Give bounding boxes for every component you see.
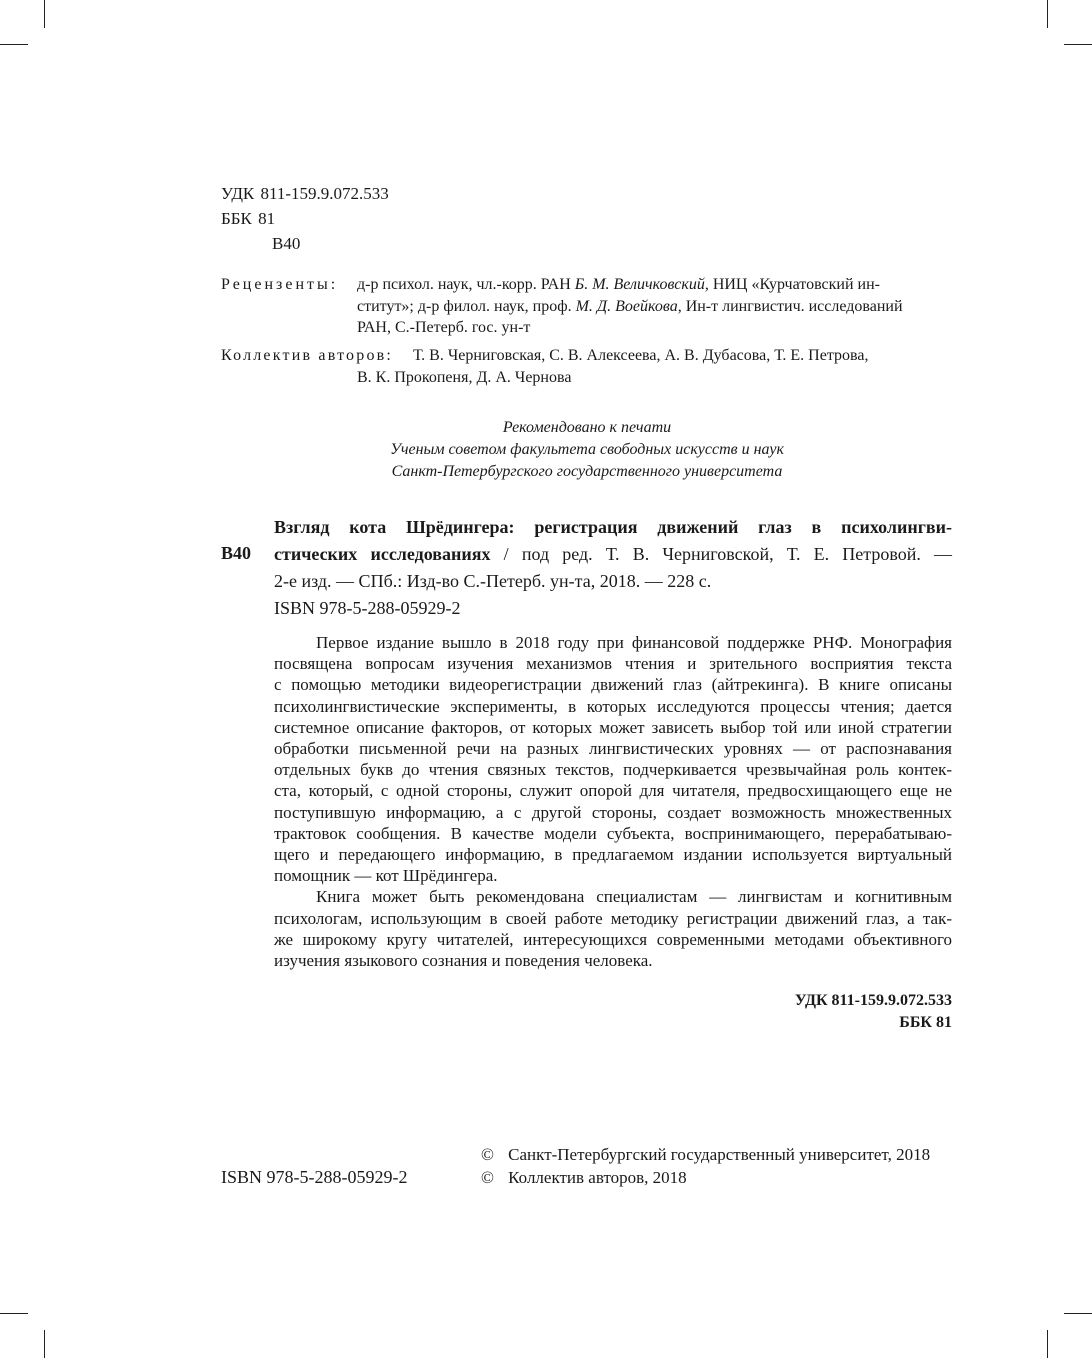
abstract-line: Первое издание вышло в 2018 году при финансовой поддержке РНФ. Монография <box>316 633 952 652</box>
publication-line: 2-е изд. — СПб.: Изд-во С.-Петерб. ун-та, 2018. — 228 с. <box>274 571 712 591</box>
udk-line <box>221 182 389 205</box>
reviewers-label: Рецензенты: <box>221 276 339 293</box>
reviewer-name: Б. М. Величковский <box>574 276 705 293</box>
copyright-symbol: © <box>481 1168 494 1187</box>
authors-label: Коллектив авторов: <box>221 347 394 364</box>
crop-mark-bottom-left-v <box>44 1330 45 1358</box>
bbk-label: ББК <box>221 209 252 228</box>
recommendation-line: Ученым советом факультета свободных искусств и наук <box>390 441 784 458</box>
abstract-line: обработки письменной речи на разных лингвистических уровнях — от распознавания <box>274 739 952 759</box>
abstract-line: поступившую информацию, а с другой стороны, создает возможность множественных <box>274 802 952 822</box>
abstract-line: ста, который, с одной стороны, служит опорой для читателя, предвосхищающего еще не <box>274 781 952 801</box>
abstract-line: помощник — кот Шрёдингера. <box>274 866 498 886</box>
authors-line-1: Т. В. Черниговская, С. В. Алексеева, А. В. Дубасова, Т. Е. Петрова, <box>413 347 869 364</box>
index-udk: УДК 811-159.9.072.533 <box>794 992 952 1009</box>
crop-mark-bottom-right-h <box>1064 1313 1092 1314</box>
crop-mark-bottom-left-h <box>0 1313 28 1314</box>
footer-isbn: ISBN 978-5-288-05929-2 <box>221 1167 408 1187</box>
abstract-line: отдельных букв до чтения связных текстов, подчеркивается чрезвычайная роль контек- <box>274 760 952 780</box>
crop-mark-bottom-right-v <box>1047 1330 1048 1358</box>
crop-mark-top-right-v <box>1047 0 1048 28</box>
abstract <box>274 632 952 971</box>
abstract-line: с помощью методики видеорегистрации движений глаз (айтрекинга). В книге описаны <box>274 675 952 695</box>
abstract-line: изучения языкового сознания и поведения человека. <box>274 951 653 971</box>
crop-mark-top-left-h <box>0 44 28 45</box>
book-title-line: Взгляд кота Шрёдингера: регистрация движений глаз в психолингви- <box>274 517 952 537</box>
copyright-holder: Санкт-Петербургский государственный университет, 2018 <box>508 1145 931 1164</box>
recommendation-line: Рекомендовано к печати <box>502 419 672 436</box>
udk-label: УДК <box>221 184 255 203</box>
authors-line-2: В. К. Прокопеня, Д. А. Чернова <box>357 369 572 386</box>
recommendation-block <box>287 417 887 483</box>
bbk-value: 81 <box>258 209 276 228</box>
index-bbk: ББК 81 <box>899 1014 952 1031</box>
copyright-line-1 <box>481 1143 930 1166</box>
abstract-line: системное описание факторов, от которых может зависеть выбор той или иной стратегии <box>274 717 952 737</box>
abstract-line: трактовок сообщения. В качестве модели субъекта, воспринимающего, перерабатываю- <box>274 823 952 843</box>
reviewers-line-3: РАН, С.-Петерб. гос. ун-т <box>357 319 531 336</box>
copyright-symbol: © <box>481 1145 494 1164</box>
reviewers-line-2: ститут»; д-р филол. наук, проф. М. Д. Воейкова, Ин-т лингвистич. исследований <box>357 298 903 315</box>
abstract-line: же широкому кругу читателей, интересующихся современными методами объективного <box>274 929 952 949</box>
bbk-line <box>221 207 275 230</box>
reviewer-name: М. Д. Воейкова <box>575 298 678 315</box>
copyright-holder: Коллектив авторов, 2018 <box>508 1168 687 1187</box>
abstract-line: посвящена вопросам изучения механизмов чтения и зрительного восприятия текста <box>274 654 952 674</box>
crop-mark-top-right-h <box>1064 44 1092 45</box>
isbn-line: ISBN 978-5-288-05929-2 <box>274 598 461 618</box>
abstract-line: щего и передающего информацию, в предлагаемом издании используется виртуальный <box>274 845 952 865</box>
index-block <box>652 990 952 1034</box>
author-mark: В40 <box>272 234 301 253</box>
abstract-line: психологам, использующим в своей работе методику регистрации движений глаз, а так- <box>274 908 952 928</box>
abstract-line: Книга может быть рекомендована специалистам — лингвистам и когнитивным <box>316 887 952 907</box>
abstract-line: психолингвистические эксперименты, в которых исследуются процессы чтения; дается <box>274 696 952 716</box>
book-title-line-2: стических исследованиях / под ред. Т. В. Черниговской, Т. Е. Петровой. — <box>274 544 952 564</box>
crop-mark-top-left-v <box>44 0 45 28</box>
recommendation-line: Санкт-Петербургского государственного университета <box>391 463 783 480</box>
bibliographic-entry <box>274 514 952 622</box>
reviewers-line-1: д-р психол. наук, чл.-корр. РАН Б. М. Величковский, НИЦ «Курчатовский ин- <box>357 276 880 293</box>
copyright-line-2 <box>481 1166 687 1189</box>
udk-value: 811-159.9.072.533 <box>260 184 389 203</box>
bibliographic-mark: В40 <box>221 543 252 563</box>
